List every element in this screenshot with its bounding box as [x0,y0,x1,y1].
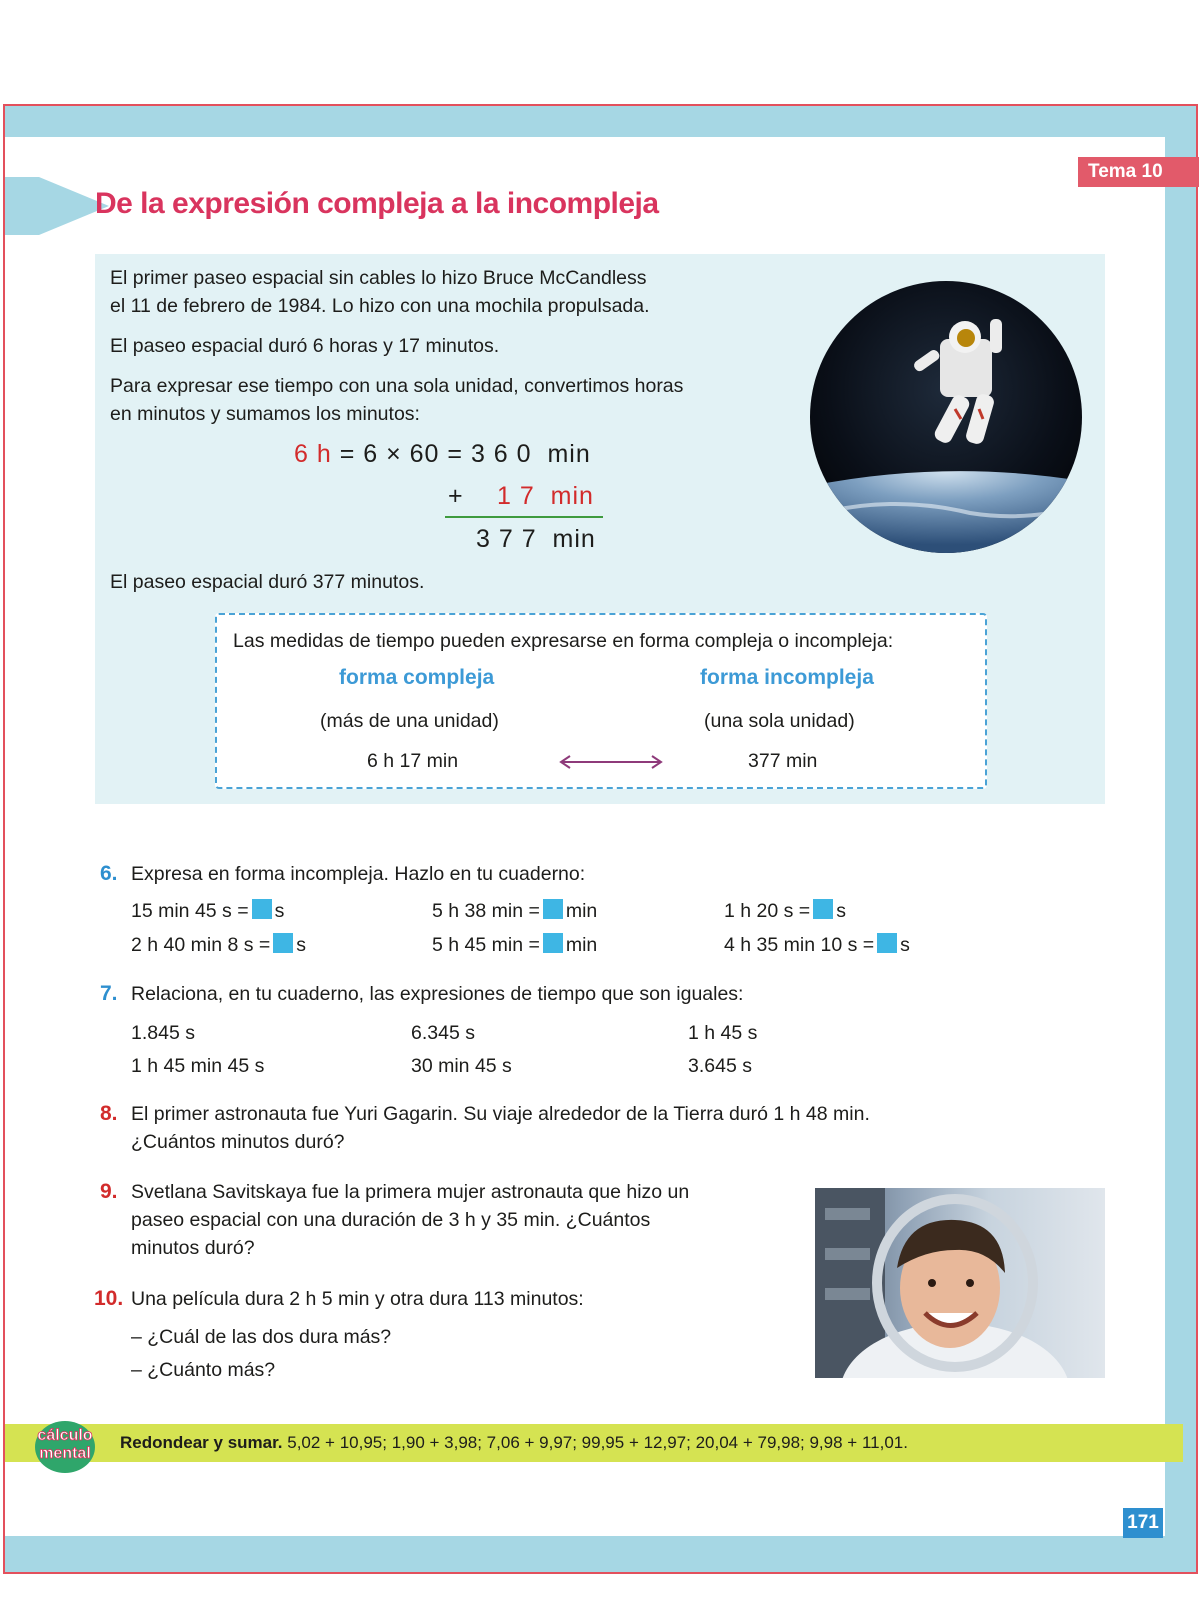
ex6-e-unit: min [565,934,598,956]
exercise-7-number: 7. [100,982,118,1005]
ex7-item: 30 min 45 s [411,1055,512,1077]
ex6-e-expression: 5 h 45 min = [432,934,540,956]
eq1-rest: = 6 × 60 = 3 6 0 min [331,440,591,468]
ex6-b-unit: min [565,900,598,922]
eq2-minutes: 1 7 min [497,482,594,510]
incomplex-form-value: 377 min [748,750,818,772]
ex7-item: 6.345 s [411,1022,475,1044]
eq1-hours: 6 h [294,440,332,468]
intro-p1-line2: el 11 de febrero de 1984. Lo hizo con una mochila propulsada. [110,295,650,317]
intro-p1-line1: El primer paseo espacial sin cables lo hizo Bruce McCandless [110,267,647,289]
exercise-10-number: 10. [94,1287,124,1310]
ex7-item: 1.845 s [131,1022,195,1044]
ex6-c-expression: 1 h 20 s = [724,900,811,922]
exercise-6-number: 6. [100,862,118,885]
page-title: De la expresión compleja a la incompleja [95,187,659,220]
complex-form-subtitle: (más de una unidad) [320,710,499,732]
answer-box [813,899,833,919]
answer-box [273,933,293,953]
double-arrow-icon [558,753,664,771]
ex6-d-unit: s [296,934,307,956]
ex6-item-d [131,931,306,959]
exercise-10-q1: – ¿Cuál de las dos dura más? [131,1326,392,1348]
exercise-8-number: 8. [100,1102,118,1125]
complex-form-value: 6 h 17 min [367,750,459,772]
ex7-item: 1 h 45 min 45 s [131,1055,265,1077]
mental-calc-label: Redondear y sumar. [120,1433,283,1452]
intro-p3-line1: Para expresar ese tiempo con una sola unidad, convertimos horas [110,375,684,397]
intro-p3-line2: en minutos y sumamos los minutos: [110,403,420,425]
intro-conclusion: El paseo espacial duró 377 minutos. [110,571,425,593]
ex6-f-unit: s [900,934,910,956]
badge-bottom-text: mental [39,1445,91,1462]
exercise-9-line2: paseo espacial con una duración de 3 h y 35 min. ¿Cuántos [131,1209,651,1231]
page-number: 171 [1123,1508,1163,1538]
ex6-item-b [432,897,597,925]
ex6-c-unit: s [836,900,846,922]
ex6-f-expression: 4 h 35 min 10 s = [724,934,875,956]
exercise-10-text: Una película dura 2 h 5 min y otra dura 113 minutos: [131,1288,584,1310]
complex-form-heading: forma compleja [339,666,495,689]
incomplex-form-subtitle: (una sola unidad) [704,710,855,732]
answer-box [877,933,897,953]
answer-box [543,899,563,919]
ex6-item-f [724,931,910,959]
incomplex-form-heading: forma incompleja [700,666,874,689]
astronaut-photo [810,281,1082,553]
exercise-10-q2: – ¿Cuánto más? [131,1359,276,1381]
exercise-9-line3: minutos duró? [131,1237,255,1259]
mental-calc-text [120,1433,908,1453]
calculo-mental-badge [30,1415,100,1475]
ex7-item: 1 h 45 s [688,1022,758,1044]
ex7-item: 3.645 s [688,1055,752,1077]
svetlana-photo [815,1188,1105,1378]
title-tab [5,177,39,235]
ex6-item-a [131,897,284,925]
eq3-result: 3 7 7 min [476,525,596,553]
exercise-8-line2: ¿Cuántos minutos duró? [131,1131,345,1153]
answer-box [543,933,563,953]
ex6-item-c [724,897,846,925]
ex6-a-unit: s [274,900,285,922]
exercise-7-text: Relaciona, en tu cuaderno, las expresiones de tiempo que son iguales: [131,983,744,1005]
ex6-item-e [432,931,597,959]
eq2-plus: + [448,482,464,510]
sum-line [445,516,603,518]
exercise-9-number: 9. [100,1180,118,1203]
astronaut-illustration [810,281,1082,553]
ex6-b-expression: 5 h 38 min = [432,900,540,922]
equation-line-1 [294,440,591,469]
badge-top-text: cálculo [37,1427,93,1444]
intro-p2: El paseo espacial duró 6 horas y 17 minutos. [110,335,500,357]
ex6-d-expression: 2 h 40 min 8 s = [131,934,271,956]
tema-label: Tema 10 [1078,157,1199,187]
astronaut-portrait [815,1188,1105,1378]
mental-calc-exercises: 5,02 + 10,95; 1,90 + 3,98; 7,06 + 9,97; 99,95 + 12,97; 20,04 + 79,98; 9,98 + 11,01. [282,1433,908,1452]
exercise-6-text: Expresa en forma incompleja. Hazlo en tu cuaderno: [131,863,586,885]
answer-box [252,899,272,919]
ex6-a-expression: 15 min 45 s = [131,900,249,922]
exercise-8-line1: El primer astronauta fue Yuri Gagarin. Su viaje alrededor de la Tierra duró 1 h 48 min. [131,1103,870,1125]
exercise-9-line1: Svetlana Savitskaya fue la primera mujer astronauta que hizo un [131,1181,690,1203]
definition-intro: Las medidas de tiempo pueden expresarse en forma compleja o incompleja: [233,630,894,652]
